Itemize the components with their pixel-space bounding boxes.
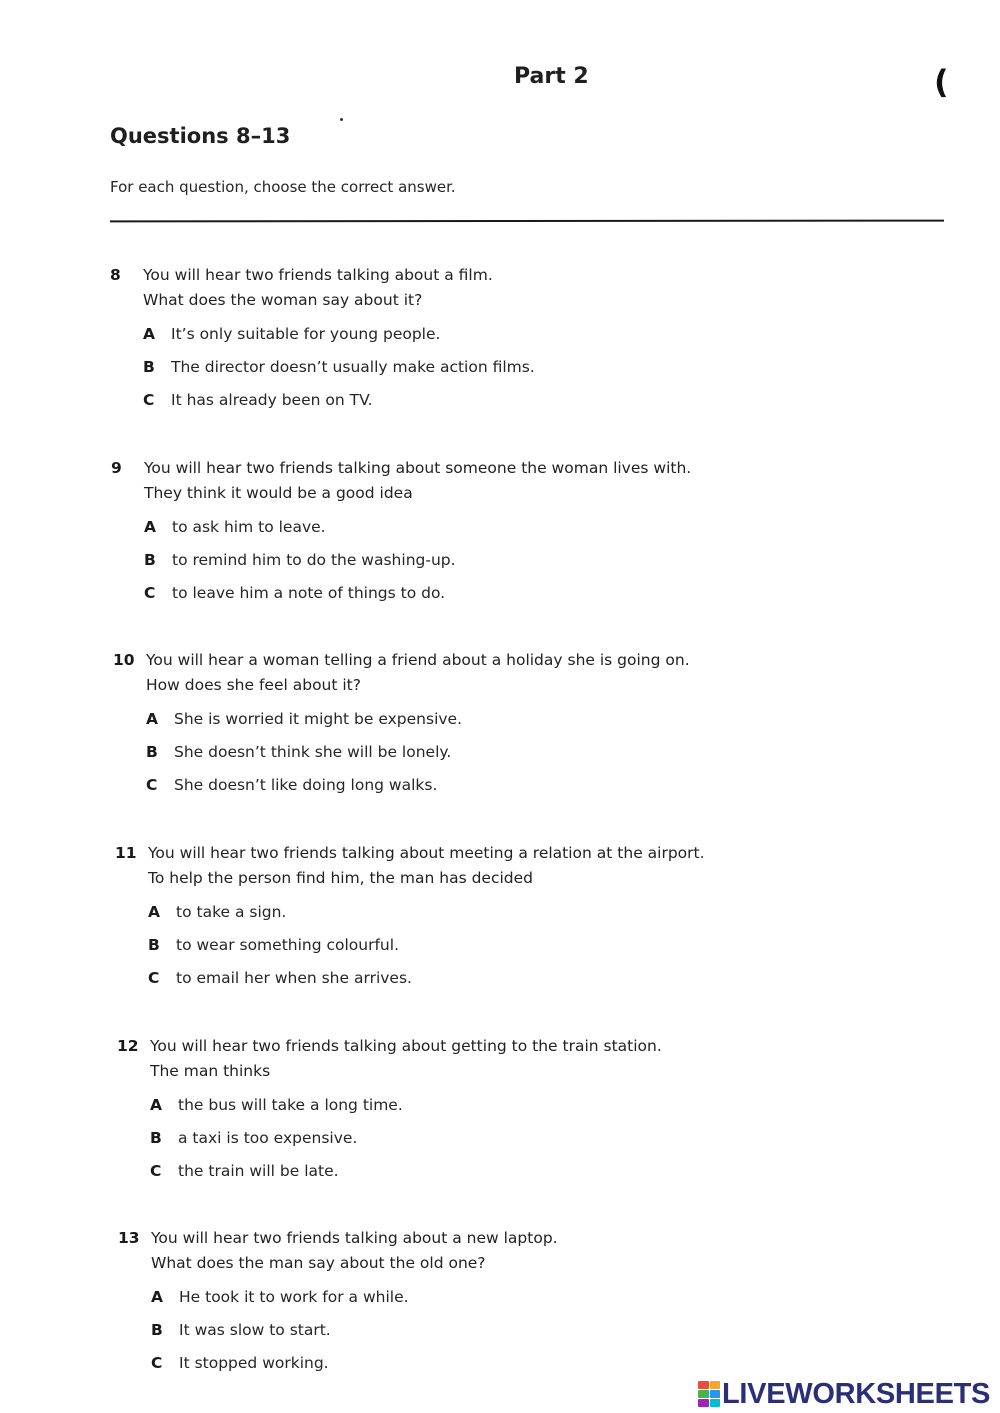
option-letter: C bbox=[146, 776, 158, 794]
option-text: the train will be late. bbox=[178, 1162, 339, 1180]
question-number: 9 bbox=[111, 459, 122, 477]
question-subprompt: The man thinks bbox=[150, 1062, 271, 1080]
liveworksheets-wordmark: LIVEWORKSHEETS bbox=[722, 1377, 991, 1410]
option-c[interactable] bbox=[146, 776, 437, 794]
logo-tile bbox=[698, 1399, 709, 1407]
question-subprompt: To help the person find him, the man has decided bbox=[148, 869, 533, 887]
question-prompt: You will hear a woman telling a friend about a holiday she is going on. bbox=[146, 651, 690, 669]
option-b[interactable] bbox=[148, 936, 399, 954]
option-letter: A bbox=[146, 710, 158, 728]
header-divider bbox=[110, 220, 944, 223]
question-prompt: You will hear two friends talking about someone the woman lives with. bbox=[144, 459, 692, 477]
part-title: Part 2 bbox=[514, 64, 589, 89]
logo-tile bbox=[710, 1399, 721, 1407]
option-a[interactable] bbox=[148, 903, 286, 921]
option-text: The director doesn’t usually make action films. bbox=[171, 358, 535, 376]
question-subprompt: They think it would be a good idea bbox=[144, 484, 413, 502]
option-letter: C bbox=[143, 391, 155, 409]
option-letter: C bbox=[151, 1354, 163, 1372]
option-a[interactable] bbox=[151, 1288, 409, 1306]
option-text: to wear something colourful. bbox=[176, 936, 399, 954]
option-letter: A bbox=[151, 1288, 163, 1306]
option-text: to email her when she arrives. bbox=[176, 969, 412, 987]
option-letter: A bbox=[144, 518, 156, 536]
option-letter: C bbox=[150, 1162, 162, 1180]
option-text: She doesn’t think she will be lonely. bbox=[174, 743, 452, 761]
logo-tile bbox=[698, 1390, 709, 1398]
scan-speck bbox=[340, 118, 343, 121]
question-number: 10 bbox=[113, 651, 135, 669]
option-text: She is worried it might be expensive. bbox=[174, 710, 463, 728]
option-b[interactable] bbox=[146, 743, 451, 761]
option-c[interactable] bbox=[148, 969, 412, 987]
option-letter: B bbox=[146, 743, 158, 761]
option-c[interactable] bbox=[150, 1162, 339, 1180]
liveworksheets-icon bbox=[698, 1381, 720, 1407]
option-a[interactable] bbox=[144, 518, 326, 536]
option-text: It has already been on TV. bbox=[171, 391, 373, 409]
option-c[interactable] bbox=[144, 584, 445, 602]
question-prompt: You will hear two friends talking about meeting a relation at the airport. bbox=[148, 844, 705, 862]
question-number: 8 bbox=[110, 266, 121, 284]
question-prompt: You will hear two friends talking about getting to the train station. bbox=[150, 1037, 662, 1055]
questions-title: Questions 8–13 bbox=[110, 124, 291, 148]
liveworksheets-logo[interactable] bbox=[698, 1377, 990, 1411]
option-a[interactable] bbox=[146, 710, 462, 728]
question-number: 13 bbox=[118, 1229, 140, 1247]
option-letter: B bbox=[151, 1321, 163, 1339]
option-letter: A bbox=[148, 903, 160, 921]
option-text: It’s only suitable for young people. bbox=[171, 325, 441, 343]
question-prompt: You will hear two friends talking about a film. bbox=[143, 266, 493, 284]
instruction-text: For each question, choose the correct answer. bbox=[110, 178, 456, 196]
option-c[interactable] bbox=[143, 391, 373, 409]
option-letter: C bbox=[148, 969, 160, 987]
option-letter: B bbox=[148, 936, 160, 954]
option-letter: A bbox=[143, 325, 155, 343]
option-text: to take a sign. bbox=[176, 903, 287, 921]
option-text: It stopped working. bbox=[179, 1354, 329, 1372]
option-text: the bus will take a long time. bbox=[178, 1096, 403, 1114]
question-subprompt: What does the man say about the old one? bbox=[151, 1254, 486, 1272]
question-number: 11 bbox=[115, 844, 137, 862]
option-text: She doesn’t like doing long walks. bbox=[174, 776, 438, 794]
question-subprompt: How does she feel about it? bbox=[146, 676, 361, 694]
option-b[interactable] bbox=[151, 1321, 331, 1339]
option-letter: B bbox=[143, 358, 155, 376]
question-number: 12 bbox=[117, 1037, 139, 1055]
option-letter: B bbox=[144, 551, 156, 569]
option-text: He took it to work for a while. bbox=[179, 1288, 409, 1306]
logo-tile bbox=[710, 1381, 721, 1389]
option-text: It was slow to start. bbox=[179, 1321, 331, 1339]
option-b[interactable] bbox=[150, 1129, 357, 1147]
logo-tile bbox=[710, 1390, 721, 1398]
option-a[interactable] bbox=[143, 325, 440, 343]
option-letter: B bbox=[150, 1129, 162, 1147]
logo-tile bbox=[698, 1381, 709, 1389]
option-text: to ask him to leave. bbox=[172, 518, 326, 536]
corner-mark: ( bbox=[934, 63, 949, 101]
option-c[interactable] bbox=[151, 1354, 329, 1372]
option-a[interactable] bbox=[150, 1096, 403, 1114]
question-subprompt: What does the woman say about it? bbox=[143, 291, 423, 309]
option-text: to leave him a note of things to do. bbox=[172, 584, 446, 602]
option-b[interactable] bbox=[143, 358, 535, 376]
question-prompt: You will hear two friends talking about a new laptop. bbox=[151, 1229, 558, 1247]
option-text: a taxi is too expensive. bbox=[178, 1129, 358, 1147]
option-letter: C bbox=[144, 584, 156, 602]
option-letter: A bbox=[150, 1096, 162, 1114]
option-text: to remind him to do the washing-up. bbox=[172, 551, 456, 569]
option-b[interactable] bbox=[144, 551, 456, 569]
